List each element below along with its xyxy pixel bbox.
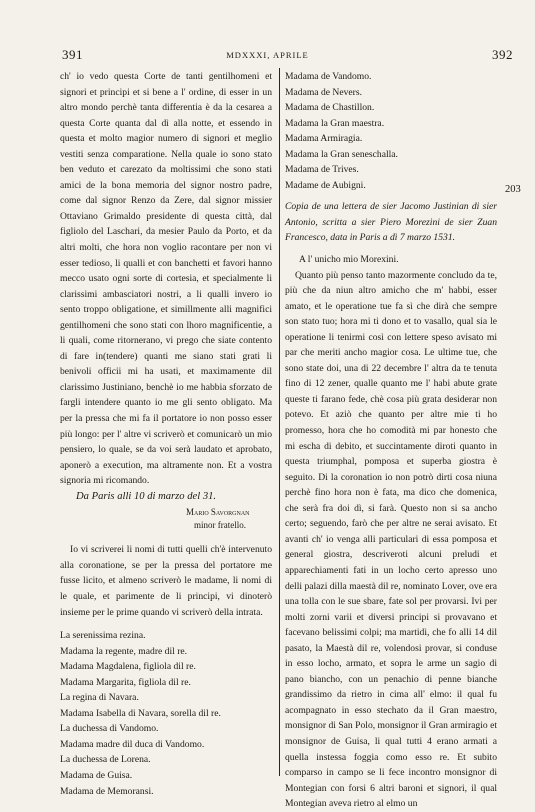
list-item: Madama de Guisa. (60, 769, 133, 781)
list-item: Madama Magdalena, figliola dil re. (60, 661, 196, 673)
list-item: Madama de Memoransi. (60, 785, 154, 797)
list-item: La serenissima rezina. (60, 630, 146, 642)
left-column (60, 69, 272, 799)
list-item: Madama Isabella di Navara, sorella dil re. (60, 707, 221, 719)
letter-heading: Copia de una lettera de sier Jacomo Justinian di sier Antonio, scritta a sier Piero Morezini de sier Zuan Francesco, data in Paris a dì 7 marzo 1531. (285, 201, 497, 244)
page-number-left: 391 (62, 47, 83, 62)
list-item: La duchessa de Lorena. (60, 754, 151, 766)
letter-dateline: Da Paris alli 10 di marzo del 31. (76, 490, 217, 502)
ladies-list-right (285, 69, 497, 193)
list-item: Madama de Nevers. (285, 86, 362, 98)
list-item: Madama madre dil duca di Vandomo. (60, 738, 205, 750)
list-item: La regina di Navara. (60, 692, 139, 704)
running-head: MDXXXI, APRILE (226, 50, 309, 60)
page-number-right: 392 (492, 47, 513, 62)
column-divider (279, 68, 280, 776)
list-item: Madama Margarita, figliola dil re. (60, 676, 191, 688)
list-item: Madama de Trives. (285, 164, 359, 176)
letter-body: Quanto più penso tanto mazormente concludo da te, più che da niun altro amicho che m' habbi, esser amato, et le operatione tue fa sì che dirà che sempre son stato tuo; hora mi ti dono et to vasallo, qual sia le operatione li tenirmi così con lettere speso avisato mi par che meriti ancho magior cosa. Le ultime tue, che sono state doi, una di 22 decembre l' altra da te tenuta fino di 12 zener, qualle quanto me l' habi abute grate queste ti farano fede, chè cosa più grata desiderar non potevo. Et aziò che quanto per altre mie ti ho promesso, hora che ho comodità mi par honesto che mi escha di debito, et succintamente diroti quanto in questa triumphal, pomposa et superba giostra è seguito. Di la coronation io non potrò dirti cosa niuna perchè fino hora non è fata, ma dico che domenica, che serà fra doi dì, si farà. Questo non si sa ancho certo; seguendo, farò che per altre ne serai avisato. Et avanti ch' io venga alli particulari di essa pomposa et general giostra, descriveroti alcuni preludi et apparechiamenti fati in un locho certo apresso uno delli palazi dilla maestà dil re, nominato Lover, ove era una tolla con le sue sbare, fate sol per provarsi. Ivi per molti zorni varii et diversi principi si provavano et facevano belissimi colpi; ma martidì, che fo alli 14 dil pasato, la Maestà dil re, volendosi provar, si conduse in esso locho, armato, et sopra le arme un sagio di pano biancho, con un penachio di penne bianche grandissimo da rietro in cima all' elmo: il qual fu acompagnato in esso stechato da il Gran maestro, monsignor di San Polo, monsignor il Gran armiragio et monsignor de Guisa, li qual tutti 4 erano armati a quella instessa foggia como esso re. Et subito comparso in campo se li fece incontro monsignor di Montegian con forsi 6 altri baroni et signori, il qual Montegian aveva rietro al elmo un (285, 269, 497, 810)
list-item: Madame de Aubigni. (285, 179, 366, 191)
list-item: Madama de Chastillon. (285, 102, 375, 114)
list-item: Madama la regente, madre dil re. (60, 645, 188, 657)
letter-body-end: ch' io vedo questa Corte de tanti gentilhomeni et signori et principi et si bene a l' ordine, di esser in un altro mondo perchè tanta differentia è da la cesarea a questa Corte quanta dal dì alla notte, et essendo in questa et molto magior numero di signori et meglio vestiti senza comparatione. Nella quale io sono stato ben veduto et carezato da moltissimi che sono stati amici de la bona memoria del signor nostro padre, come dal signor Renzo da Zere, dal signor missier Ottaviano Grimaldo presidente di questa città, dal figliolo del Laschari, da mesier Paulo da Porto, et da altri molti, che hora non voglio racontare per non vi esser tedioso, li qualli et con banchetti et favori hanno mecco usato ogni sorte di cortesia, et specialmente li clarissimi ambasciatori nostri, a li qualli invero io sento troppo obligatione, et simillmente alli magnifici gentilhomeni che sono stati con lhoro magnificentie, a li quali, come ritornerano, vi prego che siate contento di fare in(tendere) quanti me siano stati grati li benivoli officii mi ha usati, et maximamente dil clarissimo Justiniano, benchè io me habbia sforzato de fargli intendere quanto io me gli sento obligato. Ma per la pressa che mi fa il portatore io non posso esser più longo: per l' altre vi scriverò et comunicarò un mio pensiero, lo quale, se da voi serà laudato et aprobato, aponerò a execution, ma altramente non. Et a vostra signoria mi ricomando. (60, 71, 272, 487)
letter-signature (60, 506, 272, 532)
ladies-list-left (60, 628, 272, 799)
list-item: Madama la Gran seneschalla. (285, 148, 398, 160)
margin-column-number: 203 (505, 184, 521, 195)
right-column (285, 69, 497, 812)
list-item: La duchessa di Vandomo. (60, 723, 159, 735)
list-item: Madama la Gran maestra. (285, 117, 385, 129)
list-item: Madama de Vandomo. (285, 71, 372, 82)
signature-name: Mario Savorgnan (186, 507, 250, 518)
signature-title: minor fratello. (194, 520, 246, 531)
letter-greeting: A l' unicho mio Morexini. (299, 254, 399, 266)
postscript-paragraph: Io vi scriverei li nomi di tutti quelli ch'è intervenuto alla coronatione, se per la pressa del portatore me fusse licito, et almeno scriverò le madame, li nomi di le quale, et parimente de li principi, vi dinoterò insieme per le prime quando vi scriverò della intrata. (60, 544, 272, 618)
list-item: Madama Armiragia. (285, 133, 363, 145)
